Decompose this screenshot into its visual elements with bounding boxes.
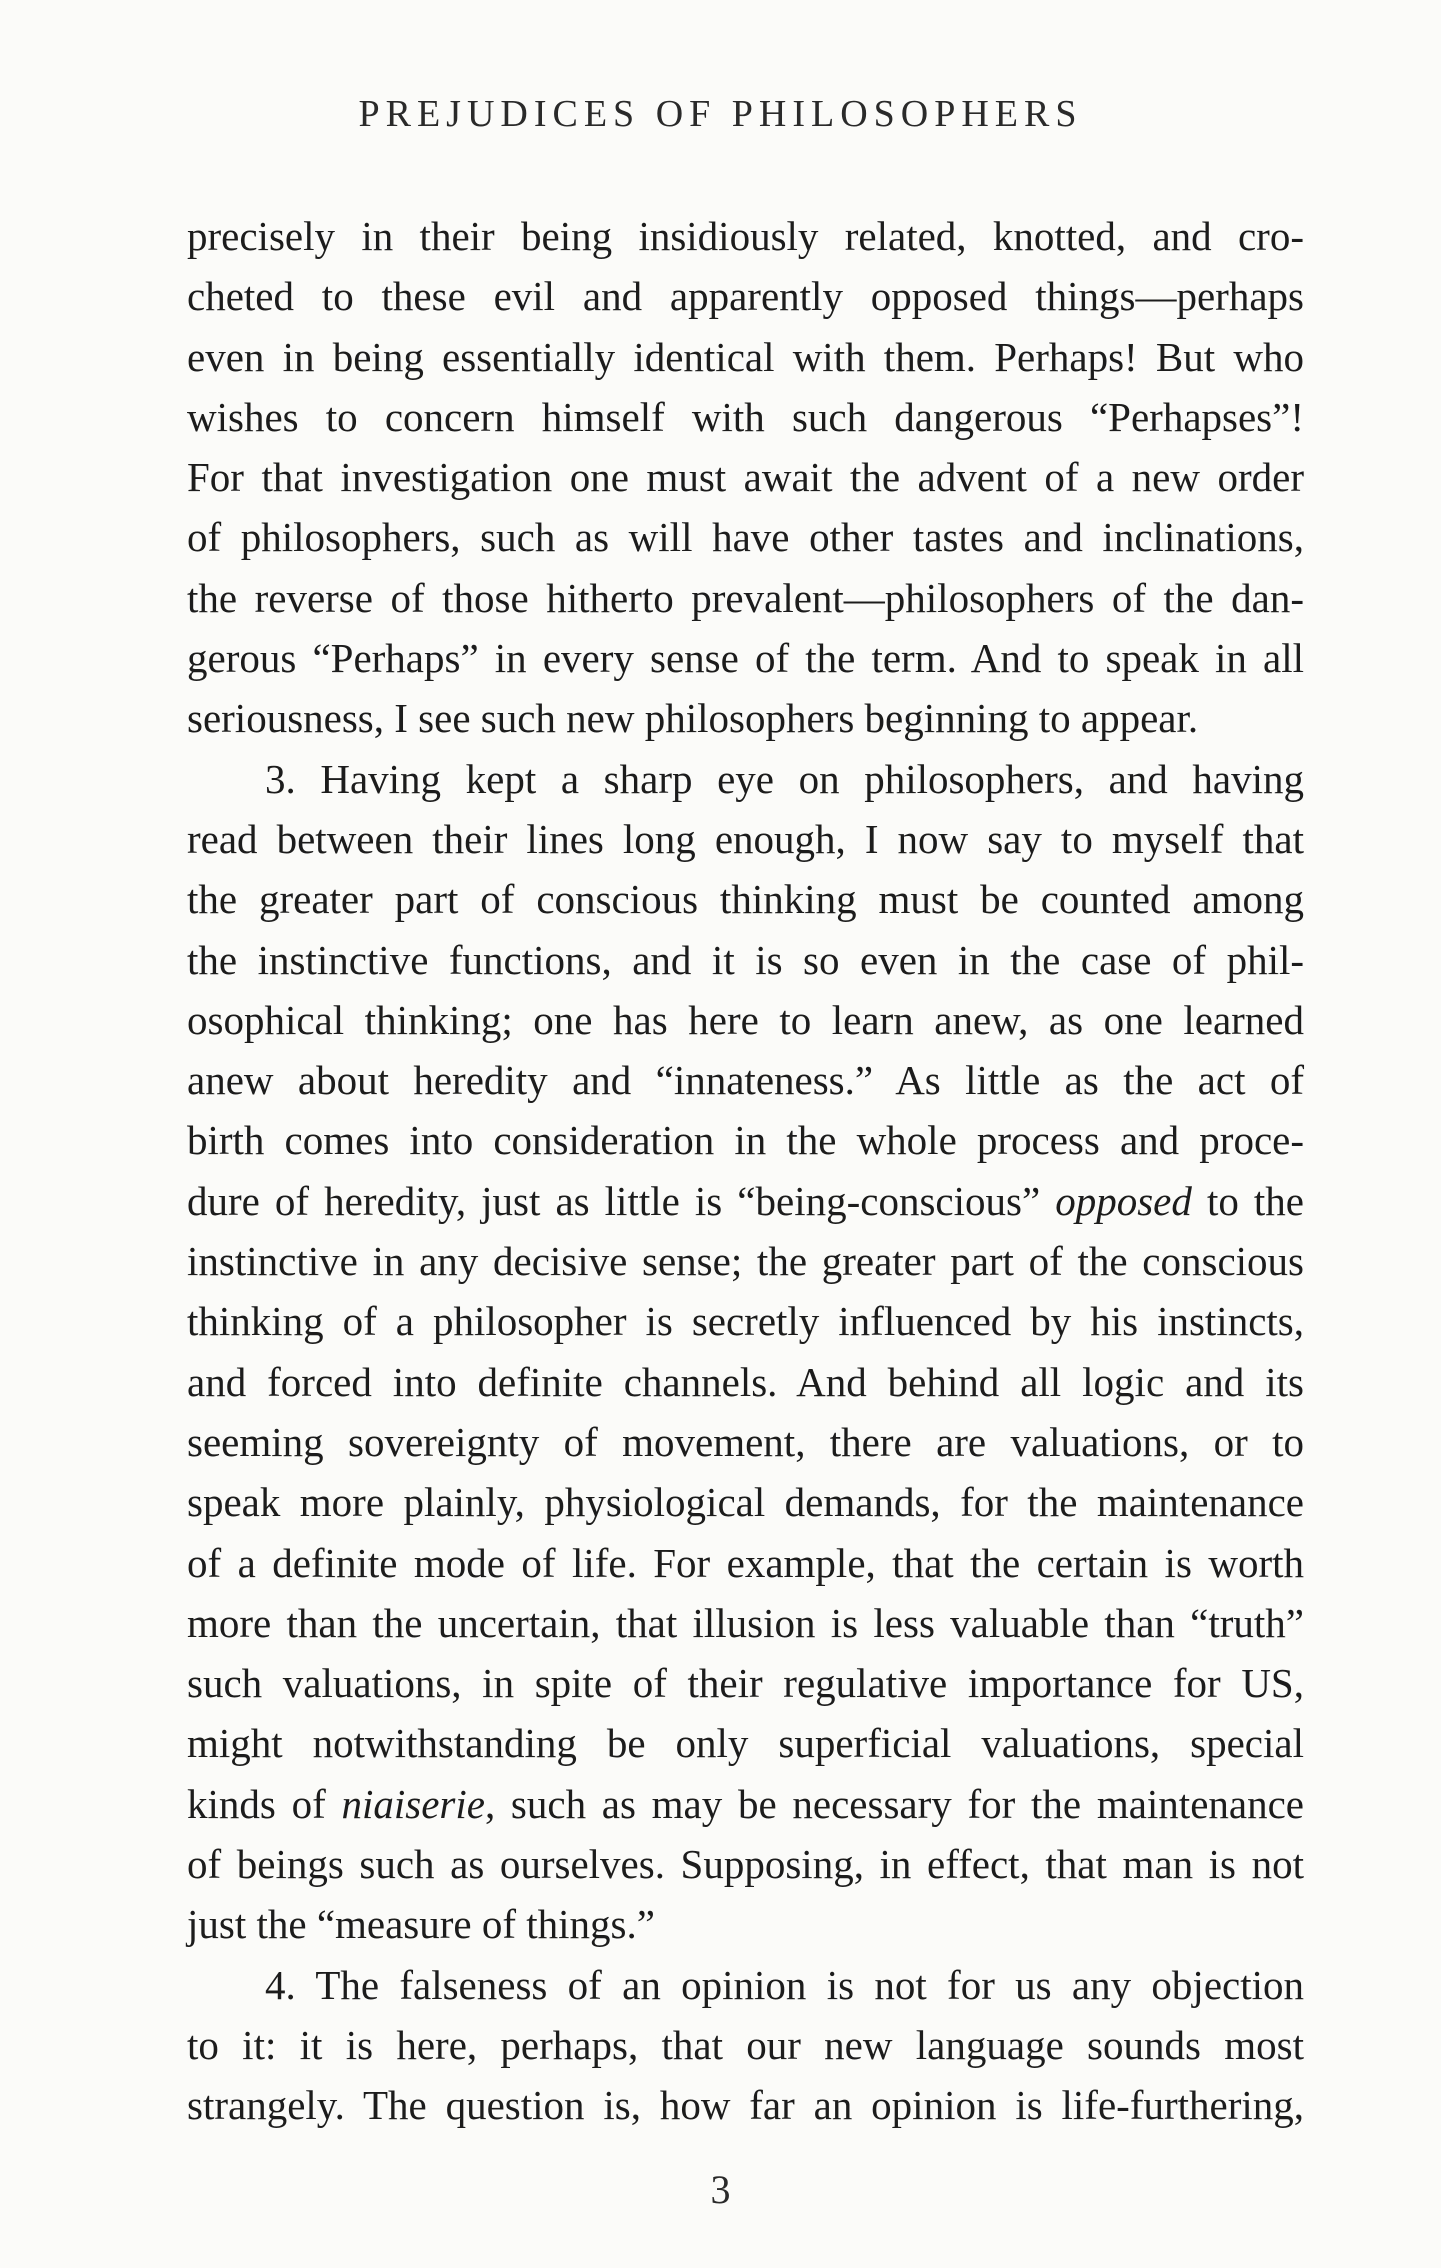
text-line: of a definite mode of life. For example, that the certain is worth	[187, 1539, 1304, 1586]
text-line: more than the uncertain, that illusion is less valuable than “truth”	[187, 1599, 1304, 1646]
text-line: gerous “Perhaps” in every sense of the term. And to speak in all	[187, 635, 1304, 682]
text-line	[187, 1171, 1304, 1231]
text-line: osophical thinking; one has here to learn anew, as one learned	[187, 996, 1304, 1043]
text-line: cheted to these evil and apparently opposed things—perhaps	[187, 273, 1304, 320]
text-line: wishes to concern himself with such dangerous “Perhapses”!	[187, 393, 1304, 440]
text-line: the reverse of those hitherto prevalent—philosophers of the dan-	[187, 574, 1304, 621]
text-line: strangely. The question is, how far an opinion is life-furthering,	[187, 2082, 1304, 2129]
text-line: thinking of a philosopher is secretly influenced by his instincts,	[187, 1298, 1304, 1345]
text-line: of beings such as ourselves. Supposing, in effect, that man is not	[187, 1841, 1304, 1888]
text-line: and forced into definite channels. And behind all logic and its	[187, 1358, 1304, 1405]
text-line: seeming sovereignty of movement, there are valuations, or to	[187, 1418, 1304, 1465]
body-text	[187, 206, 1304, 2136]
text-line: precisely in their being insidiously related, knotted, and cro-	[187, 213, 1304, 259]
text-line: birth comes into consideration in the whole process and proce-	[187, 1117, 1304, 1164]
text-line: instinctive in any decisive sense; the greater part of the conscious	[187, 1238, 1304, 1285]
text-line: seriousness, I see such new philosophers beginning to appear.	[187, 695, 1199, 742]
emphasis-text: niaiserie	[341, 1780, 485, 1827]
text-line: the instinctive functions, and it is so even in the case of phil-	[187, 936, 1304, 983]
text-segment: kinds of	[187, 1780, 342, 1827]
text-line: read between their lines long enough, I now say to myself that	[187, 815, 1304, 862]
text-segment: to the	[1191, 1177, 1304, 1224]
text-line	[187, 1774, 1304, 1834]
section-4-first-line: 4. The falseness of an opinion is not for us any objection	[265, 1961, 1304, 2008]
text-line: might notwithstanding be only superficial valuations, special	[187, 1720, 1304, 1767]
text-line: such valuations, in spite of their regulative importance for US,	[187, 1660, 1304, 1707]
running-head: PREJUDICES OF PHILOSOPHERS	[358, 93, 1083, 135]
text-line: For that investigation one must await the advent of a new order	[187, 454, 1304, 501]
text-segment: dure of heredity, just as little is “being-conscious”	[187, 1177, 1056, 1224]
emphasis-text: opposed	[1055, 1177, 1192, 1224]
page-number: 3	[710, 2167, 731, 2212]
text-line: to it: it is here, perhaps, that our new language sounds most	[187, 2021, 1304, 2068]
text-line: just the “measure of things.”	[187, 1901, 655, 1948]
text-line: of philosophers, such as will have other tastes and inclinations,	[187, 514, 1304, 561]
section-3-first-line: 3. Having kept a sharp eye on philosophers, and having	[265, 755, 1304, 802]
text-line: the greater part of conscious thinking must be counted among	[187, 876, 1304, 923]
text-line: speak more plainly, physiological demands, for the maintenance	[187, 1479, 1304, 1526]
text-segment: , such as may be necessary for the maintenance	[484, 1780, 1304, 1827]
text-line: even in being essentially identical with them. Perhaps! But who	[187, 333, 1304, 380]
text-line: anew about heredity and “innateness.” As little as the act of	[187, 1057, 1304, 1104]
